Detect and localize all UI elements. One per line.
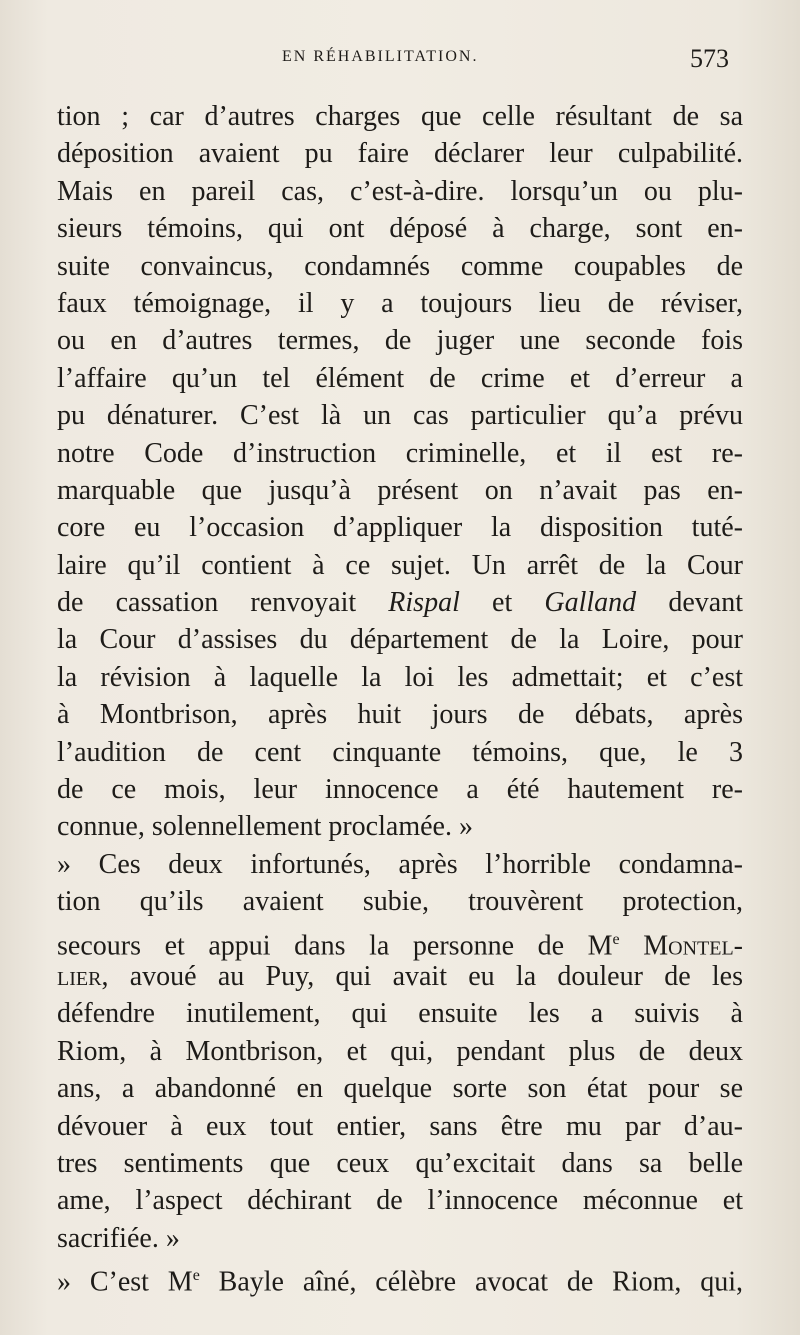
text-line: pu dénaturer. C’est là un cas particulier qu’a prévu (57, 400, 743, 432)
running-head: EN RÉHABILITATION. (282, 48, 479, 65)
text-line: de ce mois, leur innocence a été hautement re- (57, 774, 743, 806)
text-line: l’affaire qu’un tel élément de crime et d’erreur a (57, 362, 743, 394)
text-line: faux témoignage, il y a toujours lieu de réviser, (57, 287, 743, 319)
text-line: core eu l’occasion d’appliquer la disposition tuté- (57, 512, 743, 544)
italic-name-galland: Galland (544, 587, 637, 619)
text-line: notre Code d’instruction criminelle, et il est re- (57, 437, 743, 469)
text-line (57, 1257, 744, 1298)
superscript: e (612, 930, 620, 948)
text-line: la révision à laquelle la loi les admettait; et c’est (57, 661, 743, 693)
text-line: l’audition de cent cinquante témoins, que, le 3 (57, 736, 743, 768)
text-line: déposition avaient pu faire déclarer leur culpabilité. (57, 138, 743, 170)
body-text (57, 98, 744, 1298)
text-line: tres sentiments que ceux qu’excitait dans sa belle (57, 1147, 743, 1179)
text-line: connue, solennellement proclamée. » (57, 811, 473, 843)
text-line: ame, l’aspect déchirant de l’innocence méconnue et (57, 1185, 743, 1217)
superscript: e (192, 1267, 200, 1285)
page-number: 573 (690, 44, 729, 73)
text-line: sacrifiée. » (57, 1222, 180, 1254)
text-line: laire qu’il contient à ce sujet. Un arrêt de la Cour (57, 549, 743, 581)
line-text: , avoué au Puy, qui avait eu la douleur de les (101, 960, 743, 992)
text-line: Mais en pareil cas, c’est-à-dire. lorsqu’un ou plu- (57, 175, 743, 207)
text-line (57, 958, 743, 995)
line-text: devant (636, 587, 743, 619)
small-caps-name: Montel- (619, 929, 743, 961)
page-header (0, 44, 800, 84)
text-line (57, 584, 743, 621)
text-line: ans, a abandonné en quelque sorte son état pour se (57, 1073, 743, 1105)
line-text: Bayle aîné, célèbre avocat de Riom, qui, (199, 1266, 744, 1298)
text-line: » Ces deux infortunés, après l’horrible condamna- (57, 848, 743, 880)
text-line: marquable que jusqu’à présent on n’avait pas en- (57, 474, 743, 506)
text-line: Riom, à Montbrison, et qui, pendant plus de deux (57, 1035, 743, 1067)
text-line: la Cour d’assises du département de la Loire, pour (57, 624, 743, 656)
text-line: tion ; car d’autres charges que celle résultant de sa (57, 101, 743, 132)
small-caps-name: lier (57, 960, 102, 992)
text-line: à Montbrison, après huit jours de débats, après (57, 699, 743, 731)
text-line: suite convaincus, condamnés comme coupables de (57, 250, 743, 282)
line-text: » C’est M (57, 1266, 193, 1298)
text-line (57, 921, 743, 961)
line-text: et (459, 587, 545, 619)
text-line: dévouer à eux tout entier, sans être mu par d’au- (57, 1110, 743, 1142)
text-line: tion qu’ils avaient subie, trouvèrent protection, (57, 886, 743, 918)
text-line: défendre inutilement, qui ensuite les a suivis à (57, 998, 743, 1030)
line-text: de cassation renvoyait (57, 587, 389, 619)
text-line: ou en d’autres termes, de juger une seconde fois (57, 325, 743, 357)
text-line: sieurs témoins, qui ont déposé à charge, sont en- (57, 213, 743, 245)
line-text: secours et appui dans la personne de M (57, 929, 613, 961)
italic-name-rispal: Rispal (388, 587, 460, 619)
